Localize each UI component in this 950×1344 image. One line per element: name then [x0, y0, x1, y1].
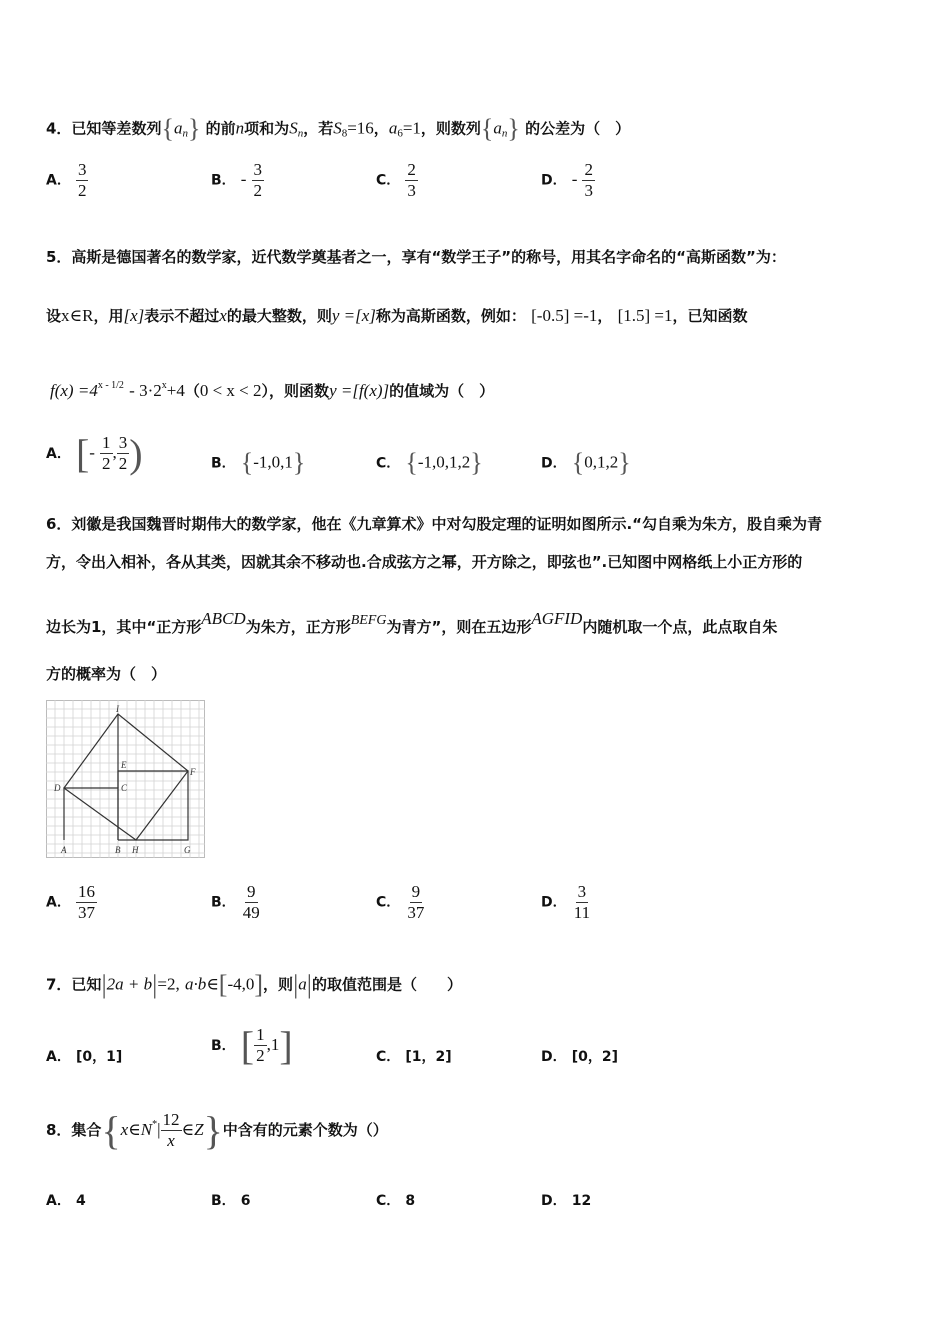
- right-brace: }: [618, 448, 631, 477]
- pythagoras-figure: [46, 700, 206, 860]
- abs-bar: |: [152, 970, 158, 999]
- label-C: C: [121, 783, 128, 793]
- option-label: B．: [211, 172, 236, 189]
- q7-option-c[interactable]: [376, 1046, 452, 1066]
- set-bar: |: [157, 1120, 161, 1139]
- q6-line1: 6．刘徽是我国魏晋时期伟大的数学家，他在《九章算术》中对勾股定理的证明如图所示.“勾自乘为朱方，股自乘为青: [46, 515, 822, 533]
- math-S: S: [289, 118, 298, 138]
- q5-text: 的最大整数，则: [226, 307, 332, 325]
- q6-option-d[interactable]: [541, 882, 592, 922]
- math-val: =1: [402, 118, 421, 138]
- option-label: B．: [211, 894, 236, 911]
- q7-text: ，则: [263, 975, 294, 994]
- math-expr: x∈N: [120, 1120, 153, 1139]
- left-brace: {: [480, 114, 494, 143]
- q5-line3: [50, 380, 494, 401]
- q7-option-d[interactable]: [541, 1046, 618, 1066]
- denominator: 37: [407, 902, 425, 922]
- right-brace: }: [203, 1108, 223, 1153]
- left-brace: {: [571, 448, 585, 477]
- comma: ，: [373, 119, 389, 138]
- option-text: 6: [240, 1193, 251, 1209]
- math-val: =16: [347, 118, 374, 138]
- math-label: ABCD: [201, 609, 246, 628]
- fraction: [117, 433, 130, 473]
- denominator: 37: [77, 902, 95, 922]
- q4-text: 的公差为（ ）: [525, 119, 631, 138]
- left-brace: {: [101, 1108, 121, 1153]
- q4-stem: [46, 114, 630, 144]
- label-G: G: [184, 845, 191, 855]
- right-paren: ): [129, 431, 143, 476]
- paren: （: [184, 382, 200, 400]
- option-text: 8: [405, 1193, 416, 1209]
- q5-text: 称为高斯函数，例如：: [375, 307, 526, 325]
- math-exponent: x - 1/2: [97, 380, 124, 391]
- math-S: S: [333, 118, 342, 138]
- q4-text: 4．已知等差数列: [46, 119, 162, 138]
- option-label: B．: [211, 1193, 236, 1209]
- fraction: [241, 882, 262, 922]
- math-expr: a·b∈: [184, 974, 219, 994]
- math-sub: n: [501, 127, 508, 140]
- label-D: D: [54, 783, 61, 793]
- q4-text: 的前: [205, 119, 236, 138]
- denominator: 3: [407, 180, 416, 200]
- option-label: B．: [211, 1038, 236, 1054]
- math-label: BEFG: [350, 613, 387, 628]
- math-expr: +4: [166, 381, 185, 400]
- numerator: 9: [411, 882, 421, 901]
- fraction: [572, 882, 592, 922]
- q6-text: 边长为1，其中“正方形: [46, 618, 202, 636]
- numerator: 1: [256, 1025, 265, 1045]
- denominator: 2: [77, 180, 87, 200]
- q4-text: 项和为: [244, 119, 290, 138]
- option-label: A．: [46, 1049, 71, 1065]
- q7-stem: [46, 970, 462, 1000]
- comma: ，: [597, 307, 613, 325]
- option-label: B．: [211, 455, 236, 472]
- numerator: 3: [577, 882, 587, 901]
- q5-text: ，用: [93, 307, 124, 325]
- abs-bar: |: [101, 970, 107, 999]
- fraction: [161, 1110, 182, 1150]
- q8-option-a[interactable]: [46, 1190, 86, 1210]
- q4-option-d[interactable]: [541, 160, 595, 200]
- fraction: [252, 160, 265, 200]
- math-expr: =2,: [157, 974, 180, 994]
- math-label: AGFID: [531, 609, 583, 628]
- numerator: 1: [102, 433, 111, 453]
- sign: -: [240, 169, 247, 189]
- option-text: 12: [571, 1193, 592, 1209]
- q6-option-b[interactable]: [211, 882, 262, 922]
- right-bracket: ]: [279, 1023, 293, 1068]
- option-label: A．: [46, 172, 71, 189]
- label-A: A: [61, 845, 67, 855]
- q6-line2: 方，令出入相补，各从其类，因就其余不移动也.合成弦方之幂，开方除之，即弦也”.已知图中网格纸上小正方形的: [46, 553, 803, 571]
- numerator: 16: [77, 882, 95, 901]
- numerator: 2: [407, 160, 416, 179]
- math-expr: x∈R: [61, 306, 94, 325]
- q5-text: ，则函数: [269, 382, 330, 400]
- math-expr: [-0.5] =-1: [531, 306, 598, 325]
- option-label: A．: [46, 1193, 71, 1209]
- math-sub: 6: [397, 127, 403, 140]
- option-text: 4: [75, 1193, 86, 1209]
- set-values: -1,0,1,2: [417, 452, 471, 472]
- math-expr: - 3·2: [129, 381, 162, 400]
- left-bracket: [: [240, 1023, 255, 1068]
- numerator: 3: [77, 160, 87, 179]
- option-label: D．: [541, 455, 567, 472]
- q6-text: 内随机取一个点，此点取自朱: [582, 618, 778, 636]
- option-label: C．: [376, 455, 401, 472]
- math-expr: f(x) =4: [50, 381, 98, 400]
- q5-text: 表示不超过: [144, 307, 220, 325]
- option-label: D．: [541, 1049, 567, 1065]
- math-expr: y =[x]: [331, 306, 376, 325]
- math-x: x: [219, 306, 227, 325]
- abs-bar: |: [293, 970, 299, 999]
- q7-option-b[interactable]: [211, 1022, 293, 1069]
- left-brace: {: [161, 114, 174, 143]
- right-brace: }: [470, 448, 483, 477]
- set-values: 0,1,2: [584, 452, 619, 472]
- math-a: a: [298, 974, 307, 994]
- q4-option-c[interactable]: [376, 160, 418, 200]
- option-label: C．: [376, 894, 401, 911]
- sign: -: [571, 169, 578, 189]
- q7-text: 7．已知: [46, 975, 102, 994]
- q5-text: 的值域为（ ）: [389, 382, 495, 400]
- q5-line2: [46, 305, 748, 326]
- q8-stem: [46, 1107, 388, 1154]
- denominator: x: [167, 1131, 175, 1150]
- q8-option-d[interactable]: [541, 1190, 591, 1210]
- option-text: [0，2]: [571, 1049, 618, 1065]
- label-I: I: [116, 704, 119, 714]
- q5-line1: 5．高斯是德国著名的数学家，近代数学奠基者之一，享有“数学王子”的称号，用其名字命名的“高斯函数”为：: [46, 248, 786, 266]
- q6-option-c[interactable]: [376, 882, 426, 922]
- right-bracket: ]: [254, 970, 264, 999]
- option-label: D．: [541, 172, 567, 189]
- q6-text: 为青方”，则在五边形: [386, 618, 532, 636]
- denominator: 3: [584, 180, 593, 200]
- q5-option-d[interactable]: [541, 448, 631, 478]
- numerator: 3: [253, 160, 263, 179]
- numerator: 2: [584, 160, 593, 179]
- denominator: 49: [242, 902, 260, 922]
- label-F: F: [190, 767, 196, 777]
- abs-bar: |: [306, 970, 312, 999]
- q5-option-b[interactable]: [211, 448, 305, 478]
- q5-text: 设: [46, 307, 62, 325]
- fraction: [76, 160, 89, 200]
- option-text: [1，2]: [405, 1049, 452, 1065]
- math-a: a: [388, 118, 398, 138]
- math-a: a: [173, 118, 183, 138]
- fraction: [76, 882, 97, 922]
- fraction: [254, 1025, 267, 1065]
- option-text: [0，1]: [75, 1049, 123, 1065]
- q6-line4: 方的概率为（ ）: [46, 665, 167, 683]
- option-label: A．: [46, 446, 71, 462]
- fraction: [100, 433, 113, 473]
- numerator: 12: [162, 1110, 180, 1130]
- q5-text: ，已知函数: [672, 307, 748, 325]
- fraction: [582, 160, 595, 200]
- math-expr: [1.5] =1: [617, 306, 673, 325]
- option-label: A．: [46, 894, 71, 911]
- q4-option-a[interactable]: [46, 160, 88, 200]
- q5-option-c[interactable]: [376, 448, 483, 478]
- label-E: E: [121, 760, 127, 770]
- left-bracket: [: [218, 970, 228, 999]
- math-n: n: [235, 118, 245, 138]
- sign: -: [89, 443, 95, 462]
- numerator: 3: [118, 433, 128, 453]
- q5-option-a[interactable]: [46, 430, 143, 477]
- q7-text: 的取值范围是（ ）: [312, 975, 463, 994]
- option-label: C．: [376, 1049, 401, 1065]
- right-brace: }: [507, 114, 520, 143]
- math-interval: -4,0: [227, 974, 255, 994]
- q8-text: 8．集合: [46, 1121, 102, 1139]
- math-sub: n: [182, 127, 188, 140]
- math-exponent: x: [161, 380, 167, 391]
- q6-option-a[interactable]: [46, 882, 97, 922]
- label-B: B: [115, 845, 121, 855]
- left-brace: {: [240, 448, 254, 477]
- q4-text: ，则数列: [420, 119, 481, 138]
- label-H: H: [132, 845, 139, 855]
- math-expr: 0 < x < 2: [199, 381, 262, 400]
- q4-option-b[interactable]: [211, 160, 264, 200]
- fraction: [405, 882, 426, 922]
- math-sub: 8: [341, 127, 348, 140]
- right-brace: }: [187, 114, 201, 143]
- denominator: 2: [253, 180, 263, 200]
- left-bracket: [: [75, 431, 90, 476]
- q6-text: 为朱方，正方形: [245, 618, 351, 636]
- math-sup: *: [152, 1119, 158, 1130]
- fraction: [405, 160, 418, 200]
- interval-tail: ,1: [266, 1035, 280, 1054]
- q7-option-a[interactable]: [46, 1046, 122, 1066]
- denominator: 2: [118, 454, 128, 473]
- option-label: C．: [376, 172, 401, 189]
- q6-line3: [46, 609, 777, 637]
- left-brace: {: [405, 448, 418, 477]
- denominator: 2: [256, 1046, 265, 1065]
- denominator: 2: [102, 454, 111, 473]
- math-expr: [x]: [123, 306, 145, 325]
- math-a: a: [493, 118, 502, 138]
- paren: ）: [261, 382, 270, 400]
- q4-text: ，若: [303, 119, 334, 138]
- comma: ,: [112, 443, 117, 462]
- math-expr: 2a + b: [106, 974, 153, 994]
- math-sub: n: [297, 127, 304, 140]
- math-expr: ∈Z: [181, 1120, 204, 1139]
- q8-option-b[interactable]: [211, 1190, 251, 1210]
- math-expr: y =[f(x)]: [329, 381, 390, 400]
- q8-text: 中含有的元素个数为（）: [222, 1121, 388, 1139]
- right-brace: }: [292, 448, 306, 477]
- option-label: C．: [376, 1193, 401, 1209]
- numerator: 9: [247, 882, 256, 901]
- denominator: 11: [573, 902, 591, 922]
- q8-option-c[interactable]: [376, 1190, 415, 1210]
- set-values: -1,0,1: [253, 452, 293, 472]
- option-label: D．: [541, 894, 567, 911]
- option-label: D．: [541, 1193, 567, 1209]
